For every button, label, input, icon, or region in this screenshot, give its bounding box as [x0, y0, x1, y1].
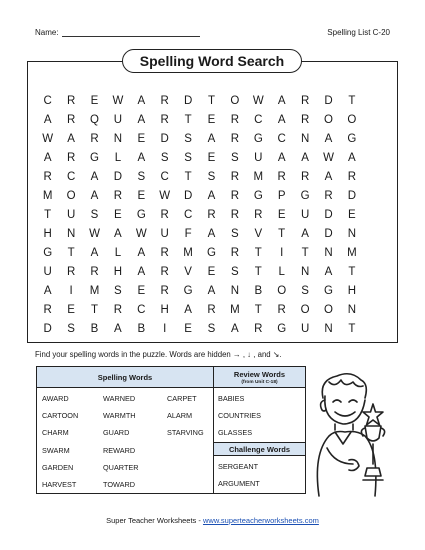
instructions: Find your spelling words in the puzzle. Words are hidden → , ↓ , and ↘. — [35, 350, 282, 359]
spelling-word: SWARM — [42, 445, 70, 455]
grid-letter — [364, 206, 387, 225]
grid-letter: T — [254, 303, 262, 316]
grid-letter — [364, 224, 387, 243]
grid-letter: E — [137, 190, 146, 203]
grid-letter: C — [43, 95, 52, 108]
spelling-words-col-3 — [167, 392, 204, 444]
grid-letter: R — [300, 95, 310, 108]
grid-letter: R — [347, 171, 357, 184]
grid-letter: A — [324, 265, 333, 278]
word-list-table — [36, 366, 306, 494]
grid-letter: R — [160, 246, 169, 259]
grid-letter: G — [277, 322, 287, 335]
word-search-grid — [36, 92, 387, 338]
challenge-word: ARGUMENT — [218, 479, 260, 489]
grid-letter: O — [324, 114, 333, 127]
grid-letter: R — [230, 171, 240, 184]
spelling-words-body — [37, 388, 214, 493]
grid-letter: R — [300, 171, 310, 184]
grid-letter: R — [66, 114, 76, 127]
grid-letter: W — [159, 190, 171, 203]
grid-letter: A — [324, 133, 333, 146]
grid-letter: G — [253, 190, 263, 203]
spelling-list-label: Spelling List C-20 — [327, 28, 390, 37]
grid-letter: G — [300, 190, 310, 203]
grid-letter: A — [207, 190, 216, 203]
grid-letter: S — [184, 152, 192, 165]
grid-letter — [364, 243, 387, 262]
grid-letter: A — [277, 152, 286, 165]
grid-letter: A — [137, 95, 146, 108]
grid-letter: A — [348, 152, 356, 165]
grid-letter: M — [183, 246, 193, 259]
grid-letter: B — [137, 322, 146, 335]
grid-letter: G — [324, 284, 333, 297]
grid-letter: T — [348, 95, 356, 108]
grid-letter: D — [324, 227, 333, 240]
grid-letter: R — [207, 303, 216, 316]
grid-letter: A — [207, 227, 216, 240]
grid-letter: A — [277, 114, 286, 127]
grid-letter: Q — [90, 114, 99, 127]
grid-letter: R — [160, 208, 169, 221]
grid-letter — [364, 300, 387, 319]
grid-letter: H — [43, 227, 52, 240]
grid-letter: T — [184, 171, 192, 184]
grid-letter: R — [66, 95, 76, 108]
grid-letter: B — [90, 322, 99, 335]
grid-letter: E — [137, 284, 146, 297]
grid-letter: W — [135, 227, 147, 240]
grid-letter: E — [114, 208, 122, 221]
grid-letter: E — [207, 114, 216, 127]
spelling-word: STARVING — [167, 428, 204, 438]
grid-letter: N — [230, 284, 240, 297]
grid-letter: A — [231, 322, 239, 335]
grid-letter: S — [207, 171, 216, 184]
grid-letter: R — [230, 190, 240, 203]
grid-letter: R — [43, 303, 52, 316]
grid-letter: R — [160, 114, 169, 127]
grid-letter: A — [43, 284, 52, 297]
grid-letter: R — [160, 95, 169, 108]
grid-letter: R — [230, 114, 240, 127]
grid-letter: S — [67, 322, 75, 335]
grid-letter: A — [207, 133, 216, 146]
grid-letter: G — [183, 284, 193, 297]
grid-letter: M — [347, 246, 357, 259]
grid-letter: S — [137, 171, 146, 184]
grid-letter: V — [254, 227, 263, 240]
grid-letter: W — [89, 227, 100, 240]
grid-letter: R — [207, 208, 216, 221]
grid-letter: W — [112, 95, 124, 108]
grid-letter: G — [347, 133, 357, 146]
grid-letter: A — [67, 133, 75, 146]
grid-letter: T — [348, 265, 356, 278]
grid-letter: R — [160, 284, 169, 297]
grid-letter: V — [184, 265, 192, 278]
grid-letter: D — [160, 133, 169, 146]
grid-letter: R — [230, 246, 240, 259]
grid-letter: R — [113, 190, 123, 203]
spelling-words-col-1 — [42, 392, 78, 495]
grid-letter: R — [90, 133, 99, 146]
spelling-word: CHARM — [42, 428, 69, 438]
grid-letter: H — [113, 265, 123, 278]
grid-letter: A — [137, 246, 146, 259]
grid-letter: A — [184, 303, 192, 316]
grid-letter: A — [114, 227, 122, 240]
name-field-area — [35, 28, 200, 37]
grid-letter: S — [114, 284, 122, 297]
review-words-list — [218, 392, 261, 444]
grid-letter: D — [347, 190, 357, 203]
grid-letter: D — [113, 171, 123, 184]
grid-letter: C — [137, 303, 146, 316]
review-word: GLASSES — [218, 428, 253, 438]
grid-letter — [364, 149, 387, 168]
spelling-word: HARVEST — [42, 479, 77, 489]
grid-letter: R — [324, 190, 333, 203]
grid-letter: A — [137, 265, 146, 278]
grid-letter: U — [113, 114, 123, 127]
spelling-word: ALARM — [167, 411, 193, 421]
grid-letter: N — [347, 227, 357, 240]
grid-letter: S — [231, 265, 239, 278]
grid-letter — [364, 130, 387, 149]
grid-letter: A — [43, 114, 52, 127]
grid-letter: S — [184, 133, 192, 146]
grid-letter: O — [347, 114, 357, 127]
grid-letter: T — [301, 246, 309, 259]
review-word: COUNTRIES — [218, 411, 261, 421]
spelling-word: WARMTH — [103, 411, 136, 421]
spelling-word: WARNED — [103, 394, 136, 403]
grid-letter: M — [89, 284, 100, 297]
grid-letter: G — [136, 208, 146, 221]
grid-letter: A — [277, 95, 286, 108]
boy-holding-trophy-clipart — [305, 368, 395, 498]
grid-letter: R — [43, 171, 52, 184]
grid-letter: D — [324, 95, 333, 108]
page-title: Spelling Word Search — [122, 49, 302, 73]
grid-letter: C — [254, 114, 263, 127]
grid-letter: G — [43, 246, 53, 259]
grid-letter: F — [184, 227, 192, 240]
grid-letter: R — [230, 208, 240, 221]
footer-prefix: Super Teacher Worksheets - — [106, 516, 203, 525]
spelling-word: REWARD — [103, 445, 136, 455]
grid-letter: L — [114, 246, 122, 259]
grid-letter: R — [66, 152, 76, 165]
grid-letter: G — [90, 152, 99, 165]
grid-letter: S — [231, 227, 239, 240]
grid-letter: C — [160, 171, 169, 184]
grid-letter: R — [300, 114, 310, 127]
grid-letter — [364, 92, 387, 111]
grid-letter: N — [324, 322, 333, 335]
grid-letter: O — [324, 303, 333, 316]
footer — [0, 516, 425, 525]
spelling-word: TOWARD — [103, 479, 136, 489]
grid-letter: A — [90, 190, 99, 203]
grid-letter: O — [277, 284, 287, 297]
grid-letter: O — [300, 303, 310, 316]
grid-letter: M — [253, 171, 264, 184]
review-word: BABIES — [218, 394, 245, 403]
grid-letter: R — [66, 265, 76, 278]
grid-letter: N — [113, 133, 123, 146]
spelling-word: GARDEN — [42, 462, 74, 472]
grid-letter — [364, 111, 387, 130]
grid-letter: S — [90, 208, 99, 221]
grid-letter — [364, 281, 387, 300]
grid-letter: M — [42, 190, 53, 203]
grid-letter: R — [160, 265, 169, 278]
name-label: Name: — [35, 28, 59, 37]
grid-letter: R — [254, 208, 263, 221]
header-bar — [35, 28, 390, 42]
spelling-word: QUARTER — [103, 462, 139, 472]
grid-letter: N — [66, 227, 76, 240]
grid-letter — [364, 262, 387, 281]
grid-letter: T — [254, 265, 262, 278]
grid-letter: A — [90, 246, 99, 259]
grid-letter: D — [183, 190, 193, 203]
grid-letter: A — [207, 284, 216, 297]
grid-letter: C — [183, 208, 193, 221]
grid-letter: O — [230, 95, 240, 108]
grid-letter: U — [300, 208, 310, 221]
grid-letter: U — [43, 265, 52, 278]
challenge-words-list — [218, 460, 260, 494]
grid-letter: G — [253, 133, 263, 146]
grid-letter: I — [280, 246, 284, 259]
review-words-subtitle: (from Unit C-18) — [241, 379, 278, 385]
grid-letter: M — [230, 303, 240, 316]
grid-letter: U — [300, 322, 310, 335]
grid-letter: S — [160, 152, 169, 165]
grid-letter: O — [66, 190, 76, 203]
grid-letter: A — [114, 322, 122, 335]
grid-letter: R — [230, 133, 240, 146]
review-words-title: Review Words — [233, 369, 286, 379]
challenge-words-header: Challenge Words — [214, 442, 305, 456]
name-input-line[interactable] — [62, 28, 200, 37]
spelling-word: AWARD — [42, 394, 69, 403]
grid-letter: D — [43, 322, 52, 335]
spelling-word: CARPET — [167, 394, 197, 403]
grid-letter: E — [90, 95, 99, 108]
grid-letter: E — [184, 322, 192, 335]
grid-letter: N — [300, 265, 310, 278]
grid-letter — [364, 187, 387, 206]
grid-letter: S — [231, 152, 239, 165]
grid-letter: D — [183, 95, 193, 108]
grid-letter: T — [348, 322, 356, 335]
grid-letter: L — [278, 265, 285, 278]
footer-link[interactable]: www.superteacherworksheets.com — [202, 516, 319, 525]
grid-letter: N — [324, 246, 333, 259]
spelling-word: GUARD — [103, 428, 130, 438]
grid-letter: H — [160, 303, 169, 316]
grid-letter: A — [324, 171, 333, 184]
grid-letter: C — [277, 133, 286, 146]
grid-letter: W — [252, 95, 264, 108]
grid-letter: T — [67, 246, 75, 259]
grid-letter — [364, 319, 387, 338]
grid-letter: E — [137, 133, 146, 146]
grid-letter: R — [113, 303, 123, 316]
grid-letter: T — [207, 95, 215, 108]
grid-letter: U — [160, 227, 169, 240]
grid-letter: E — [67, 303, 75, 316]
review-words-header — [214, 367, 305, 388]
challenge-word: SERGEANT — [218, 462, 259, 471]
grid-letter: N — [347, 303, 357, 316]
grid-letter: T — [44, 208, 52, 221]
grid-letter: R — [90, 265, 99, 278]
grid-letter: I — [69, 284, 73, 297]
grid-letter: U — [254, 152, 263, 165]
grid-letter: T — [254, 246, 262, 259]
grid-letter: A — [137, 114, 146, 127]
grid-letter: B — [254, 284, 263, 297]
grid-letter: T — [278, 227, 286, 240]
grid-letter: A — [90, 171, 99, 184]
grid-letter: R — [277, 171, 286, 184]
spelling-words-header: Spelling Words — [37, 367, 214, 388]
grid-letter: L — [114, 152, 122, 165]
grid-letter: D — [324, 208, 333, 221]
grid-letter: U — [66, 208, 76, 221]
grid-letter: H — [347, 284, 357, 297]
grid-letter: T — [90, 303, 98, 316]
grid-letter: S — [301, 284, 309, 297]
grid-letter: E — [348, 208, 356, 221]
grid-letter: A — [301, 227, 309, 240]
grid-letter: A — [137, 152, 146, 165]
spelling-words-col-2 — [103, 392, 139, 495]
grid-letter: N — [300, 133, 310, 146]
spelling-word: CARTOON — [42, 411, 79, 421]
grid-letter: S — [207, 322, 216, 335]
grid-letter: P — [277, 190, 286, 203]
grid-letter: W — [42, 133, 54, 146]
grid-letter — [364, 168, 387, 187]
grid-letter: C — [66, 171, 76, 184]
grid-letter: G — [207, 246, 216, 259]
grid-letter: R — [277, 303, 286, 316]
grid-letter: A — [43, 152, 52, 165]
grid-letter: W — [323, 152, 334, 165]
grid-letter: E — [277, 208, 286, 221]
grid-letter: R — [254, 322, 263, 335]
grid-letter: E — [207, 265, 216, 278]
grid-letter: T — [184, 114, 192, 127]
grid-letter: I — [163, 322, 167, 335]
grid-letter: A — [301, 152, 309, 165]
grid-letter: E — [207, 152, 216, 165]
